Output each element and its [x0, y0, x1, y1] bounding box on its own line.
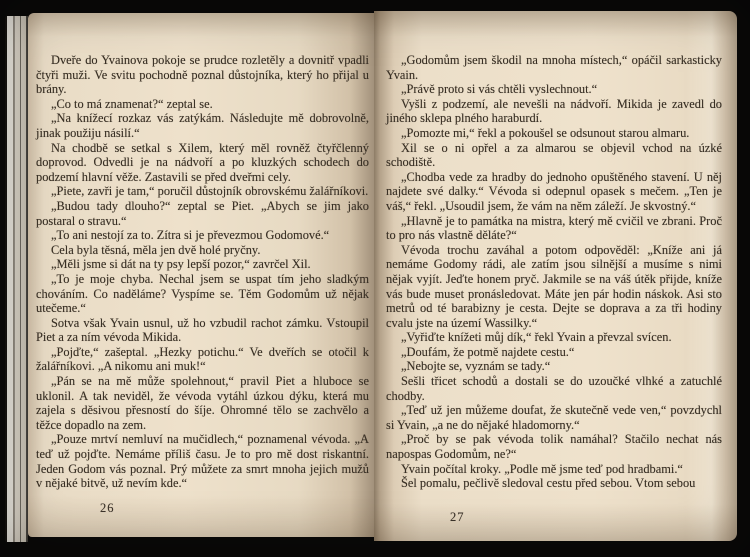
paragraph: „Nebojte se, vyznám se tady.“ — [401, 359, 551, 374]
left-page — [28, 13, 374, 537]
paragraph: „To ani nestojí za to. Zítra si je převezmou Godomové.“ — [51, 228, 330, 243]
paragraph: „Teď už jen můžeme doufat, že skutečně vede ven,“ povzdychl si Yvain, „a ne do nějaké hladomorny.“ — [386, 403, 722, 432]
paragraph: „Co to má znamenat?“ zeptal se. — [51, 96, 213, 111]
paragraph: „Pojďte,“ zašeptal. „Hezky potichu.“ Ve dveřích se otočil k žalářníkovi. „A nikomu ani muk!“ — [36, 344, 369, 374]
paragraph: Dveře do Yvainova pokoje se prudce rozletěly a dovnitř vpadli čtyři muži. Ve svitu pochodně poznal důstojníka, který ho přijal u brány. — [36, 53, 369, 97]
right-page-text — [386, 53, 722, 491]
paragraph: Xil se o ni opřel a za almarou se objevil vchod na úzké schodiště. — [386, 140, 722, 170]
right-page — [374, 11, 737, 541]
paragraph: „Budou tady dlouho?“ zeptal se Piet. „Abych se jim jako postaral o stravu.“ — [36, 198, 369, 228]
paragraph: „Doufám, že potmě najdete cestu.“ — [401, 344, 575, 359]
paragraph: Šel pomalu, pečlivě sledoval cestu před sebou. Vtom sebou — [401, 476, 696, 491]
paragraph: „Hlavně je to památka na mistra, který mě cvičil ve zbrani. Proč to pro nás vlastně děláte?“ — [386, 213, 722, 243]
paragraph: „Pomozte mi,“ řekl a pokoušel se odsunout starou almaru. — [401, 125, 690, 140]
paragraph: „Měli jsme si dát na ty psy lepší pozor,“ zavrčel Xil. — [51, 257, 311, 272]
paragraph: „Chodba vede za hradby do jednoho opuštěného stavení. U něj najdete své dalky.“ Vévoda si odepnul opasek s mečem. „Ten je váš,“ řekl. „Usoudil jsem, že vám na něm záleží. Je skvostný.“ — [386, 169, 722, 213]
paragraph: Yvain počítal kroky. „Podle mě jsme teď pod hradbami.“ — [401, 461, 683, 476]
paragraph: „Na knížecí rozkaz vás zatýkám. Následujte mě dobrovolně, jinak použiju násilí.“ — [36, 111, 369, 140]
left-page-number: 26 — [100, 501, 115, 515]
paragraph: „Vyřiďte knížeti můj dík,“ řekl Yvain a převzal svícen. — [401, 330, 672, 345]
paragraph: Vyšli z podzemí, ale nevešli na nádvoří. Mikida je zavedl do jiného sklepa plného haraburdí. — [386, 96, 722, 126]
paragraph: „Pouze mrtví nemluví na mučidlech,“ poznamenal vévoda. „A teď už pojďte. Nemáme příliš času. Je to pro mě dost riskantní. Jeden Godom vás poznal. Prý můžete za smrt mnoha jejich mužů v nějaké bitvě, už nevím kde.“ — [36, 432, 369, 491]
paragraph: „To je moje chyba. Nechal jsem se uspat tím jeho sladkým chováním. Co naděláme? Vyspíme se. Těm Godomům už nějak utečeme.“ — [36, 271, 369, 316]
paragraph: Sešli třicet schodů a dostali se do uzoučké vlhké a zatuchlé chodby. — [386, 374, 722, 403]
paragraph: Na chodbě se setkal s Xilem, který měl rovněž čtyřčlenný doprovod. Odvedli je na nádvoří a po kluzkých schodech do podzemí hlavní věže. Zastavili se před dveřmi cely. — [36, 140, 369, 184]
left-page-text — [36, 53, 369, 491]
paragraph: Cela byla těsná, měla jen dvě holé pryčny. — [51, 242, 261, 257]
paragraph: „Právě proto si vás chtěli vyslechnout.“ — [401, 82, 598, 97]
paragraph: „Piete, zavři je tam,“ poručil důstojník obrovskému žalářníkovi. — [51, 184, 369, 199]
paragraph: „Godomům jsem škodil na mnoha místech,“ opáčil sarkasticky Yvain. — [386, 53, 722, 82]
stacked-page-edges — [5, 16, 28, 542]
paragraph: Sotva však Yvain usnul, už ho vzbudil rachot zámku. Vstoupil Piet a za ním vévoda Mikida. — [36, 315, 369, 345]
paragraph: „Proč by se pak vévoda tolik namáhal? Stačilo nechat nás napospas Godomům, ne?“ — [386, 432, 722, 462]
paragraph: „Pán se na mě může spolehnout,“ pravil Piet a hluboce se uklonil. A tak neviděl, že vévoda vytáhl úzkou dýku, která mu zajela s děsivou přesností do šíje. Ohromné tělo se zachvělo a těžce dopadlo na zem. — [36, 374, 369, 432]
right-page-number: 27 — [450, 510, 465, 524]
paragraph: Vévoda trochu zaváhal a potom odpověděl: „Kníže ani já nemáme Godomy rádi, ale zatím jsou silnější a musíme s nimi nějak vyjít. Jeďte honem pryč. Jakmile se na váš útěk přijde, kníže vás bude muset pronásledovat. Máte jen pár hodin náskok. Asi sto metrů od té barabizny je cesta. Dejte se doprava a za tři hodiny cvalu jste na území Wassilky.“ — [386, 242, 722, 330]
